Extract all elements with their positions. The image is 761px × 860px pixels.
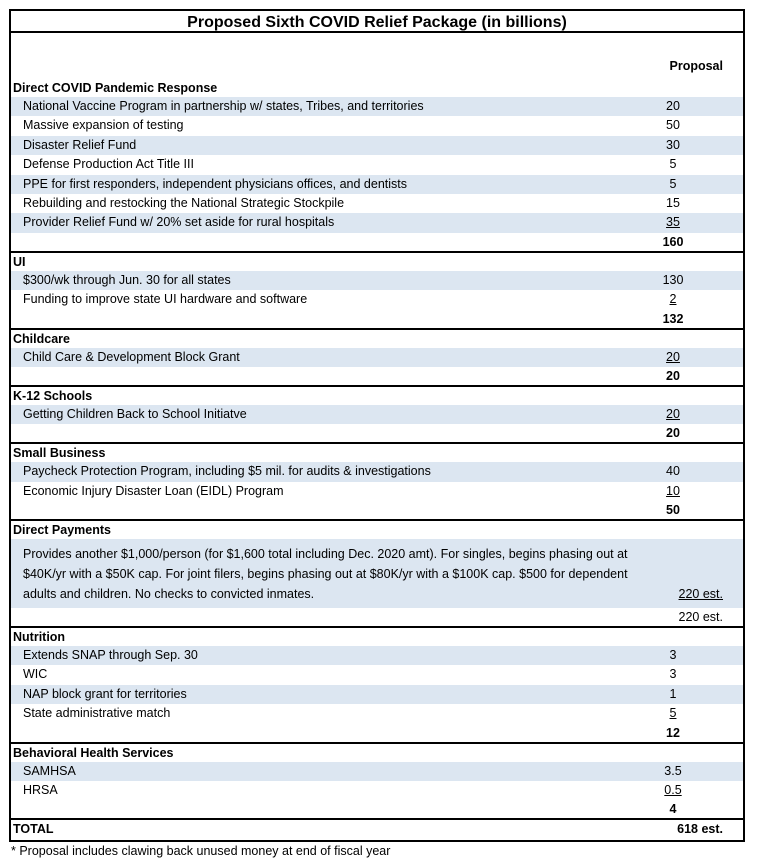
row-value: 50 [666,118,680,133]
section-total-value: 12 [666,725,680,740]
section-total-value: 20 [666,426,680,441]
table-row [11,482,743,501]
section-header: Direct COVID Pandemic Response [13,81,218,95]
row-label: HRSA [23,783,58,798]
section-header: Direct Payments [11,519,743,539]
row-value: 10 [666,483,680,498]
table-title: Proposed Sixth COVID Relief Package (in billions) [9,9,745,33]
table-row [11,136,743,155]
section-header: K-12 Schools [11,385,743,405]
row-label: Massive expansion of testing [23,118,184,133]
table-row [11,290,743,309]
row-value: 5 [669,706,677,721]
table-row [11,213,743,232]
footnote: * Proposal includes clawing back unused money at end of fiscal year [11,843,391,858]
row-value: 35 [666,215,680,230]
section-total-row [11,310,743,328]
table-body [9,33,745,842]
table-row [11,646,743,665]
section-header: Behavioral Health Services [11,742,743,762]
table-row [11,762,743,781]
section-total-value: 220 est. [678,610,723,625]
row-label: Getting Children Back to School Initiatve [23,406,247,421]
section-total-row [11,800,743,818]
table-row [11,116,743,135]
section-total-row [11,608,743,626]
grand-total-value: 618 est. [677,822,723,837]
table-row [11,665,743,684]
section-header: Small Business [11,442,743,462]
row-label: NAP block grant for territories [23,686,187,701]
row-label: Provider Relief Fund w/ 20% set aside for rural hospitals [23,215,335,230]
row-value: 3 [669,648,677,663]
row-label: Funding to improve state UI hardware and software [23,292,308,307]
section-total-row [11,501,743,519]
section-total-row [11,367,743,385]
row-label: Economic Injury Disaster Loan (EIDL) Program [23,483,284,498]
table-row [11,685,743,704]
row-label: SAMHSA [23,763,76,778]
row-value: 2 [669,292,677,307]
row-label: PPE for first responders, independent physicians offices, and dentists [23,176,408,191]
row-label: Child Care & Development Block Grant [23,349,240,364]
table-row [11,781,743,800]
row-value: 220 est. [678,587,723,602]
section-description-row [11,539,743,608]
row-value: 5 [669,157,677,172]
section-total-row [11,424,743,442]
row-value: 0.5 [664,783,682,798]
section-total-row [11,724,743,742]
row-value: 5 [669,176,677,191]
row-label: Extends SNAP through Sep. 30 [23,648,198,663]
row-value: 3 [669,667,677,682]
row-label: Disaster Relief Fund [23,137,137,152]
table-row [11,405,743,424]
section-total-value: 132 [662,311,684,326]
row-label: State administrative match [23,706,171,721]
row-label: WIC [23,667,48,682]
row-label: National Vaccine Program in partnership w/ states, Tribes, and territories [23,99,424,113]
row-value: 20 [666,99,680,113]
grand-total-row [11,818,743,839]
row-value: 130 [662,272,684,287]
section-description: Provides another $1,000/person (for $1,600 total including Dec. 2020 amt). For singles, begins phasing out at $40K/yr with a $50K cap. For joint filers, begins phasing out at $80K/yr with a $100K cap. $500 for dependent adults and children. No checks to convicted inmates. [23,547,628,602]
section-total-value: 4 [669,802,677,817]
row-value: 30 [666,137,680,152]
table-row [11,97,743,116]
table-row [11,704,743,723]
relief-package-table [9,9,745,860]
column-header-row [11,33,743,79]
table-row [11,462,743,481]
column-header-proposal: Proposal [669,59,723,73]
table-row [11,155,743,174]
row-label: Paycheck Protection Program, including $5 mil. for audits & investigations [23,464,431,479]
row-label: Rebuilding and restocking the National Strategic Stockpile [23,195,345,210]
section-total-value: 160 [662,234,684,249]
table-row [11,194,743,213]
row-value: 1 [669,686,677,701]
grand-total-label: TOTAL [13,822,54,837]
row-value: 3.5 [664,763,682,778]
row-value: 40 [666,464,680,479]
section-total-value: 20 [666,368,680,383]
section-total-value: 50 [666,503,680,518]
table-row [11,271,743,290]
row-value: 20 [666,349,680,364]
section-header: UI [11,251,743,271]
table-row [11,175,743,194]
row-label: $300/wk through Jun. 30 for all states [23,272,231,287]
table-row [11,348,743,367]
row-value: 20 [666,406,680,421]
section-header: Nutrition [11,626,743,646]
row-label: Defense Production Act Title III [23,157,194,172]
section-total-row [11,233,743,251]
section-header: Childcare [11,328,743,348]
row-value: 15 [666,195,680,210]
